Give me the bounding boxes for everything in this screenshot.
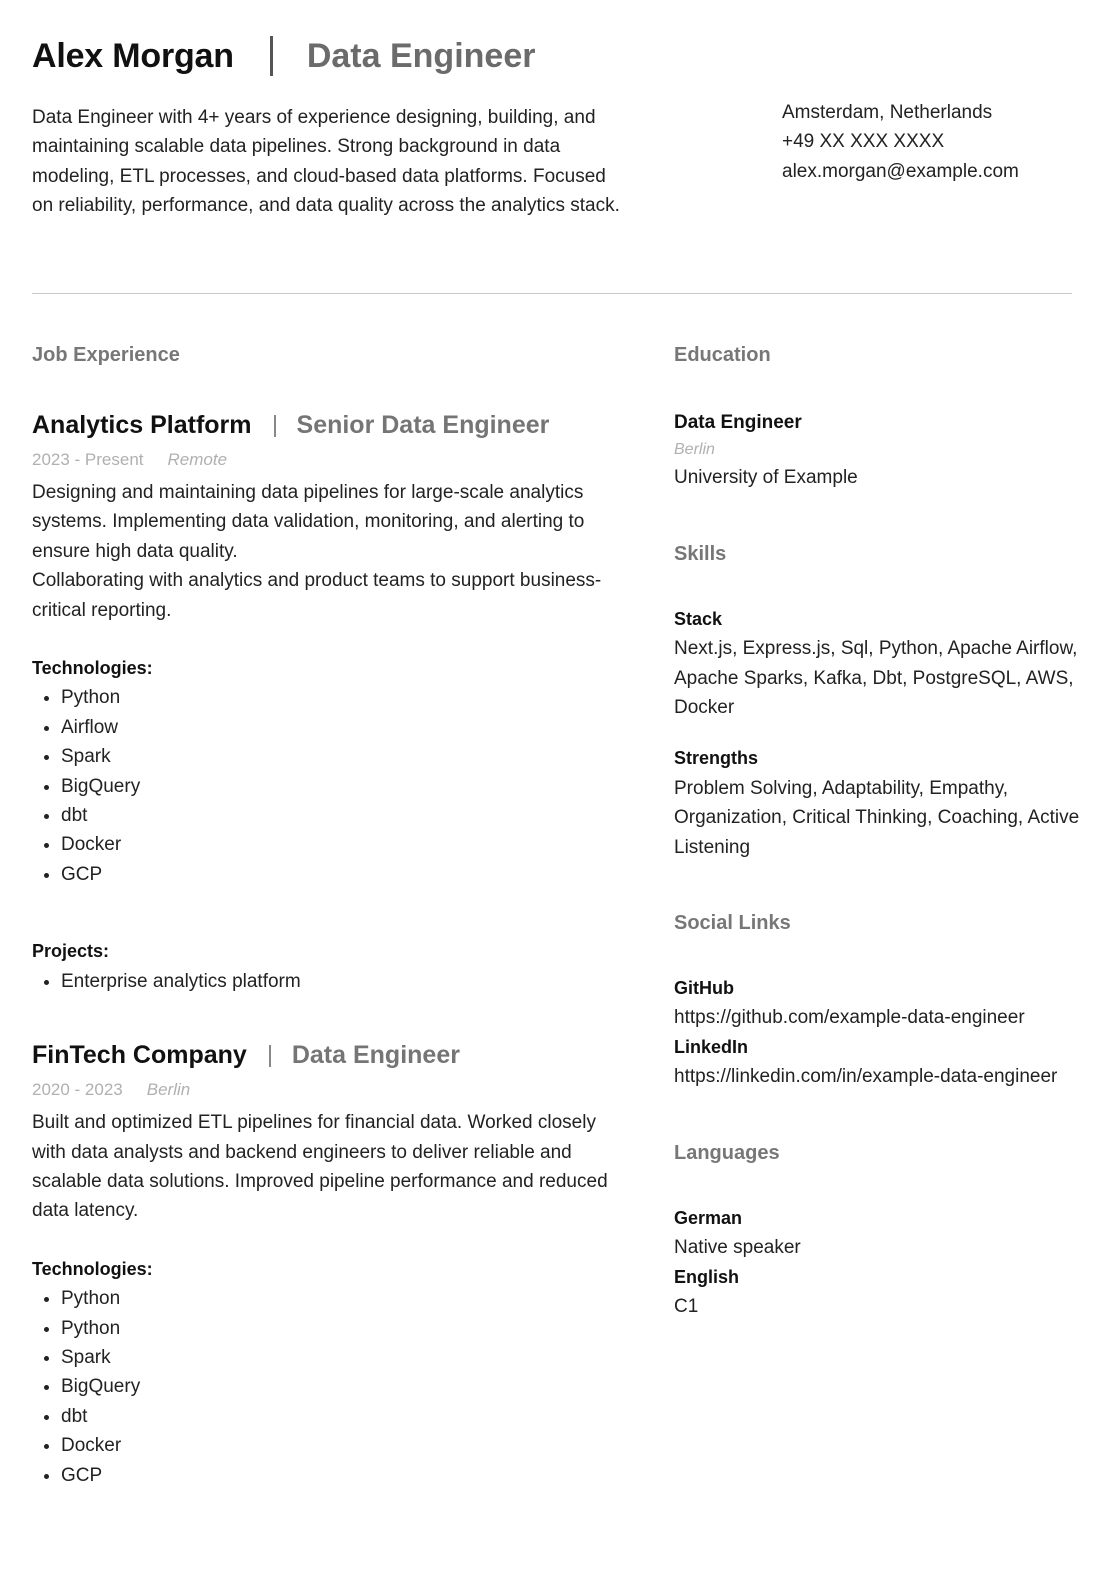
skills-strengths-label: Strengths [674, 748, 759, 769]
list-item: Python [32, 1314, 632, 1343]
list-item: Docker [32, 1431, 632, 1460]
job-location: Berlin [146, 1080, 191, 1100]
list-item: Spark [32, 1343, 632, 1372]
social-linkedin-label: LinkedIn [674, 1036, 749, 1057]
education-location: Berlin [674, 441, 715, 459]
skills-stack-label: Stack [674, 608, 723, 629]
sidebar-column [674, 340, 1084, 1321]
list-item: Python [32, 683, 632, 712]
contact-phone: +49 XX XXX XXXX [782, 131, 945, 153]
job-company: FinTech Company [32, 1041, 247, 1070]
education-school: University of Example [674, 467, 858, 489]
list-item: dbt [32, 801, 632, 830]
header-divider [32, 293, 1072, 294]
experience-section-title: Job Experience [32, 344, 180, 366]
list-item: Python [32, 1284, 632, 1313]
contact-location: Amsterdam, Netherlands [782, 102, 993, 123]
technologies-list [32, 1284, 632, 1490]
technologies-label: Technologies: [32, 1258, 153, 1279]
person-name: Alex Morgan [32, 36, 234, 75]
job-location: Remote [167, 450, 228, 469]
list-item: Docker [32, 830, 632, 859]
skills-section-title: Skills [674, 542, 727, 565]
job-description [32, 1108, 632, 1226]
job-position: Data Engineer [291, 1041, 460, 1070]
job-company: Analytics Platform [32, 411, 252, 439]
job-entry [32, 411, 632, 996]
social-linkedin-link[interactable]: https://linkedin.com/in/example-data-engineer [674, 1066, 1058, 1088]
education-section-title: Education [674, 344, 771, 366]
header-title [32, 36, 535, 76]
job-dates: 2020 - 2023 [32, 1080, 123, 1100]
experience-column [32, 340, 632, 1490]
language-level: Native speaker [674, 1237, 801, 1259]
job-separator [274, 415, 276, 437]
skills-strengths: Problem Solving, Adaptability, Empathy, Organization, Critical Thinking, Coaching, Active Listening [674, 777, 1080, 858]
job-meta [32, 1080, 632, 1100]
language-level: C1 [674, 1295, 699, 1317]
technologies-label: Technologies: [32, 658, 153, 679]
list-item: BigQuery [32, 1372, 632, 1401]
header-separator [270, 36, 273, 76]
education-degree: Data Engineer [674, 412, 802, 433]
job-header [32, 1041, 632, 1070]
projects-list [32, 967, 632, 996]
list-item: GCP [32, 1461, 632, 1490]
list-item: dbt [32, 1402, 632, 1431]
social-github-label: GitHub [674, 978, 734, 999]
person-role: Data Engineer [306, 36, 536, 75]
list-item: Spark [32, 742, 632, 771]
job-separator [269, 1045, 271, 1067]
contact-email: alex.morgan@example.com [782, 160, 1019, 182]
social-github-link[interactable]: https://github.com/example-data-engineer [674, 1007, 1025, 1029]
list-item: Airflow [32, 713, 632, 742]
job-description-line: Built and optimized ETL pipelines for financial data. Worked closely with data analysts and backend engineers to deliver reliable and scalable data solutions. Improved pipeline performance and reduced data latency. [32, 1112, 608, 1222]
language-name: German [674, 1207, 743, 1228]
job-description-line: Designing and maintaining data pipelines for large-scale analytics systems. Implementing data validation, monitoring, and alerting to ensure high data quality. [32, 482, 585, 562]
skills-stack: Next.js, Express.js, Sql, Python, Apache Airflow, Apache Sparks, Kafka, Dbt, PostgreSQL, AWS, Docker [674, 638, 1078, 719]
languages-section-title: Languages [674, 1141, 780, 1164]
language-name: English [674, 1266, 740, 1287]
contact-info [782, 98, 1019, 186]
social-section-title: Social Links [674, 912, 791, 935]
projects-label: Projects: [32, 941, 110, 962]
job-header [32, 411, 632, 440]
list-item: BigQuery [32, 772, 632, 801]
job-description-line: Collaborating with analytics and product teams to support business-critical reporting. [32, 570, 602, 621]
technologies-list [32, 683, 632, 889]
list-item: Enterprise analytics platform [32, 967, 632, 996]
job-meta [32, 450, 632, 470]
profile-summary: Data Engineer with 4+ years of experience designing, building, and maintaining scalable data pipelines. Strong background in data modeling, ETL processes, and cloud-based data platforms. Focused on reliability, performance, and data quality across the analytics stack. [32, 107, 620, 217]
list-item: GCP [32, 860, 632, 889]
job-dates: 2023 - Present [32, 450, 144, 469]
job-description [32, 478, 632, 625]
job-position: Senior Data Engineer [296, 411, 550, 439]
job-entry [32, 1041, 632, 1490]
